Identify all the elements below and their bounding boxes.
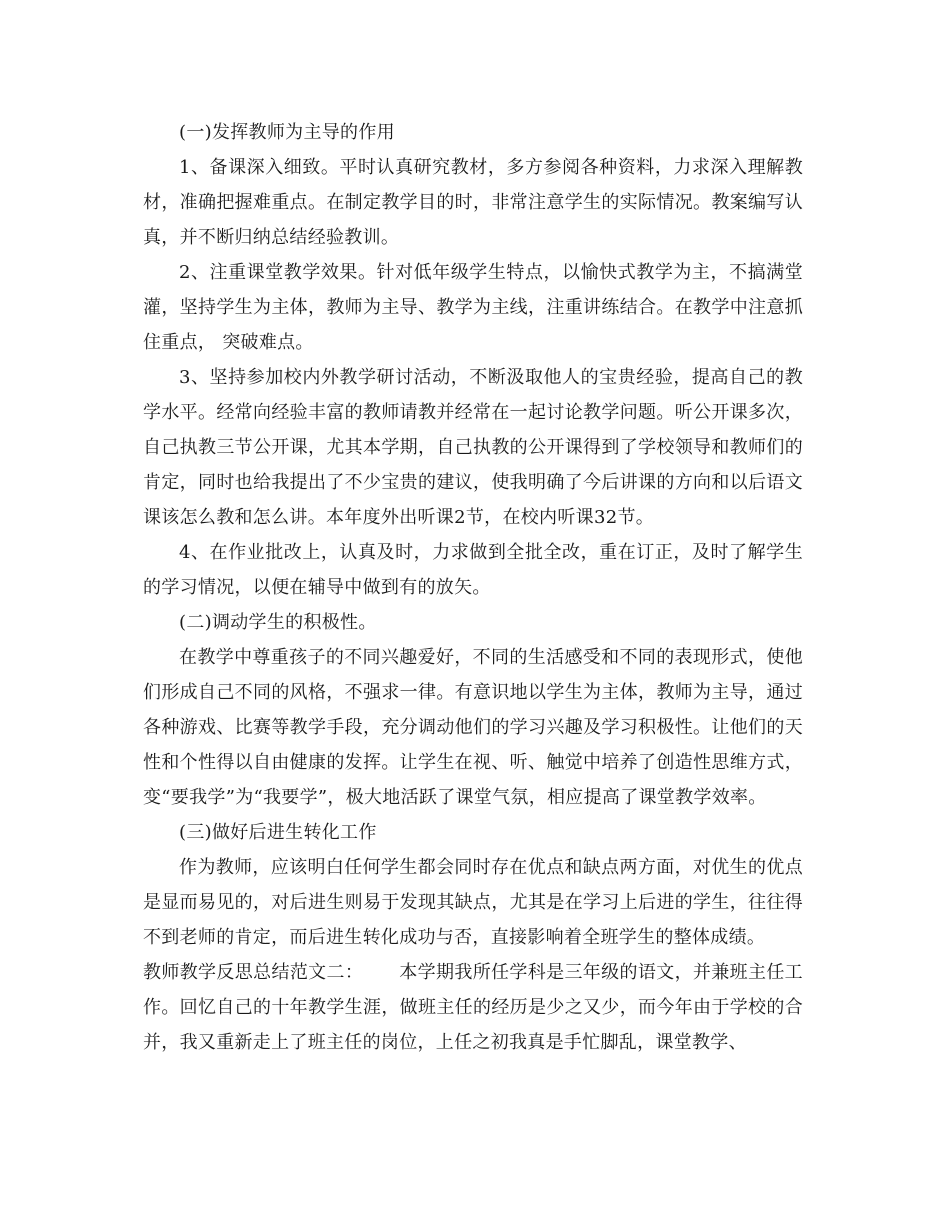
document-body: [143, 115, 803, 1060]
paragraph-struggling-students: 作为教师，应该明白任何学生都会同时存在优点和缺点两方面，对优生的优点是显而易见的，对后进生则易于发现其缺点，尤其是在学习上后进的学生，往往得不到老师的肯定，而后进生转化成功与否，直接影响着全班学生的整体成绩。: [143, 857, 803, 948]
section-heading-2: (二)调动学生的积极性。: [179, 612, 377, 633]
paragraph-sample-two: [143, 955, 803, 1060]
section-heading-3: (三)做好后进生转化工作: [179, 822, 377, 843]
paragraph-homework-correction: 4、在作业批改上，认真及时，力求做到全批全改，重在订正，及时了解学生的学习情况，以便在辅导中做到有的放矢。: [143, 542, 803, 598]
sample-two-text: 本学期我所任学科是三年级的语文，并兼班主任工作。回忆自己的十年教学生涯，做班主任的经历是少之又少，而今年由于学校的合并，我又重新走上了班主任的岗位，上任之初我真是手忙脚乱，课堂教学、: [143, 962, 803, 1053]
paragraph-lesson-prep: 1、备课深入细致。平时认真研究教材，多方参阅各种资料，力求深入理解教材，准确把握难重点。在制定教学目的时，非常注意学生的实际情况。教案编写认真，并不断归纳总结经验教训。: [143, 157, 803, 248]
paragraph-student-motivation: 在教学中尊重孩子的不同兴趣爱好，不同的生活感受和不同的表现形式，使他们形成自己不同的风格，不强求一律。有意识地以学生为主体，教师为主导，通过各种游戏、比赛等教学手段，充分调动他们的学习兴趣及学习积极性。让他们的天性和个性得以自由健康的发挥。让学生在视、听、触觉中培养了创造性思维方式，变“要我学”为“我要学”，极大地活跃了课堂气氛，相应提高了课堂教学效率。: [143, 647, 803, 808]
section-heading-1: (一)发挥教师为主导的作用: [179, 122, 395, 143]
sample-two-label: 教师教学反思总结范文二：: [143, 962, 364, 983]
paragraph-teaching-research: 3、坚持参加校内外教学研讨活动，不断汲取他人的宝贵经验，提高自己的教学水平。经常向经验丰富的教师请教并经常在一起讨论教学问题。听公开课多次，自己执教三节公开课，尤其本学期，自己执教的公开课得到了学校领导和教师们的肯定，同时也给我提出了不少宝贵的建议，使我明确了今后讲课的方向和以后语文课该怎么教和怎么讲。本年度外出听课2节，在校内听课32节。: [143, 367, 803, 528]
paragraph-classroom-effect: 2、注重课堂教学效果。针对低年级学生特点，以愉快式教学为主，不搞满堂灌，坚持学生为主体，教师为主导、教学为主线，注重讲练结合。在教学中注意抓住重点， 突破难点。: [143, 262, 803, 353]
